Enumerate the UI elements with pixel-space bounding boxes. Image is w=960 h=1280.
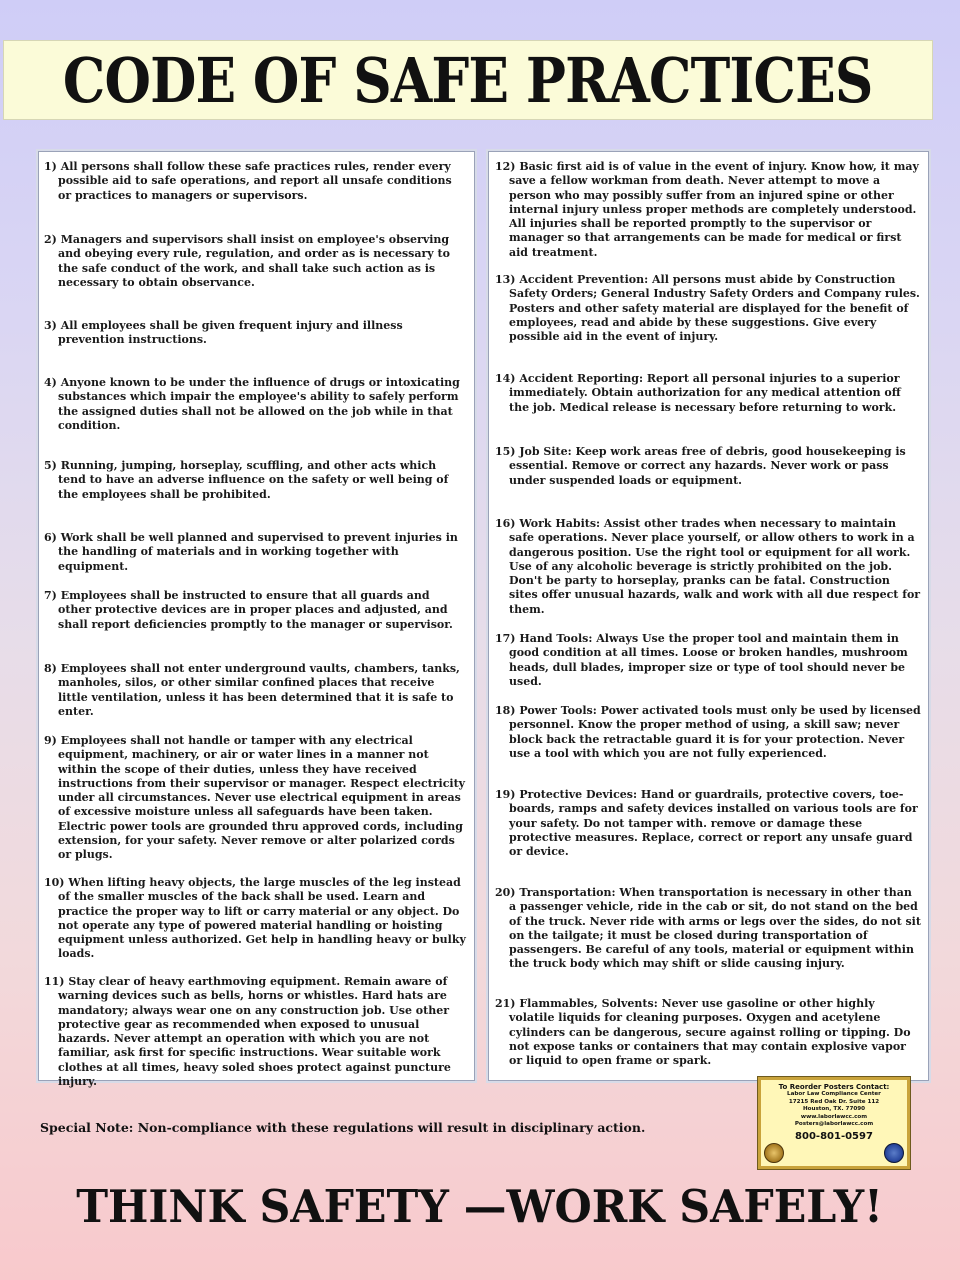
rule-item: 6) Work shall be well planned and supervised to prevent injuries in the handling of materials and in working together with equipment. <box>44 531 458 573</box>
rule-item: 4) Anyone known to be under the influence of drugs or intoxicating substances which impair the employee's ability to safely perform the assigned duties shall not be allowed on the job while in that condition. <box>44 376 460 432</box>
contact-phone: 800-801-0597 <box>795 1130 873 1142</box>
rule-item: 13) Accident Prevention: All persons must abide by Construction Safety Orders; General Industry Safety Orders and Company rules. Posters and other safety material are displayed for the benefit of employees, read and abide by these suggestions. Give every possible aid in the event of injury. <box>495 273 920 344</box>
rule-item: 21) Flammables, Solvents: Never use gasoline or other highly volatile liquids for cleaning purposes. Oxygen and acetylene cylinders can be dangerous, secure against rolling or tipping. Do not expose tanks or containers that may contain explosive vapor or liquid to open frame or spark. <box>495 997 911 1068</box>
contact-address: 17215 Red Oak Dr. Suite 112 <box>788 1098 880 1105</box>
reorder-contact-box <box>758 1077 910 1169</box>
rule-item: 19) Protective Devices: Hand or guardrails, protective covers, toe-boards, ramps and safety devices installed on various tools are for your safety. Do not tamper with. remove or damage these protective measures. Replace, correct or report any unsafe guard or device. <box>495 788 918 859</box>
slogan-text: THINK SAFETY —WORK SAFELY! <box>76 1180 884 1233</box>
rule-item: 14) Accident Reporting: Report all personal injuries to a superior immediately. Obtain authorization for any medical attention off the job. Medical release is necessary before returning to work. <box>495 372 901 414</box>
rule-item: 3) All employees shall be given frequent injury and illness prevention instructions. <box>44 319 403 347</box>
contact-website: www.laborlawcc.com <box>800 1113 868 1120</box>
page-title: CODE OF SAFE PRACTICES <box>63 43 873 117</box>
contact-heading: To Reorder Posters Contact: <box>778 1083 890 1091</box>
rules-column-right <box>488 151 929 1081</box>
rule-item: 8) Employees shall not enter underground vaults, chambers, tanks, manholes, silos, or other similar confined places that receive little ventilation, unless it has been determined that it is safe to enter. <box>44 662 460 718</box>
title-banner <box>3 40 933 120</box>
contact-city: Houston, TX. 77090 <box>802 1106 866 1113</box>
gold-seal-icon <box>764 1143 784 1163</box>
rule-item: 1) All persons shall follow these safe practices rules, render every possible aid to safe operations, and report all unsafe conditions or practices to managers or supervisors. <box>44 160 452 202</box>
rule-item: 12) Basic first aid is of value in the event of injury. Know how, it may save a fellow workman from death. Never attempt to move a person who may possibly suffer from an injured spine or other internal injury unless proper methods are completely understood. All injuries shall be reported promptly to the supervisor or manager so that arrangements can be made for medical or first aid treatment. <box>495 160 919 259</box>
rule-item: 10) When lifting heavy objects, the large muscles of the leg instead of the smaller muscles of the back shall be used. Learn and practice the proper way to lift or carry material or any object. Do not operate any type of powered material handling or hoisting equipment unless authorized. Get help in handling heavy or bulky loads. <box>44 876 466 961</box>
rule-item: 20) Transportation: When transportation is necessary in other than a passenger vehicle, ride in the cab or sit, do not stand on the bed of the truck. Never ride with arms or legs over the sides, do not sit on the tailgate; it must be closed during transportation of passengers. Be careful of any tools, material or equipment within the truck body which may shift or slide causing injury. <box>495 886 921 971</box>
rule-item: 9) Employees shall not handle or tamper with any electrical equipment, machinery, or air or water lines in a manner not within the scope of their duties, unless they have received instructions from their supervisor or manager. Respect electricity under all circumstances. Never use electrical equipment in areas of excessive moisture unless all safeguards have been taken. Electric power tools are grounded thru approved cords, including extension, for your safety. Never remove or alter polarized cords or plugs. <box>44 734 466 862</box>
blue-seal-icon <box>884 1143 904 1163</box>
rule-item: 16) Work Habits: Assist other trades when necessary to maintain safe operations. Never place yourself, or allow others to work in a dangerous position. Use the right tool or equipment for all work. Use of any alcoholic beverage is strictly prohibited on the job. Don't be party to horseplay, pranks can be fatal. Construction sites offer unusual hazards, walk and work with all due respect for them. <box>495 517 921 616</box>
contact-company: Labor Law Compliance Center <box>787 1091 881 1097</box>
rule-item: 2) Managers and supervisors shall insist on employee's observing and obeying every rule, regulation, and order as is necessary to the safe conduct of the work, and shall take such action as is necessary to obtain observance. <box>44 233 450 289</box>
rule-item: 18) Power Tools: Power activated tools must only be used by licensed personnel. Know the proper method of using, a skill saw; never block back the retractable guard it is for your protection. Never use a tool with which you are not fully experienced. <box>495 704 921 760</box>
rule-item: 7) Employees shall be instructed to ensure that all guards and other protective devices are in proper places and adjusted, and shall report deficiencies promptly to the manager or supervisor. <box>44 589 453 631</box>
slogan <box>0 1180 960 1233</box>
contact-email: Posters@laborlawcc.com <box>794 1121 874 1128</box>
rule-item: 5) Running, jumping, horseplay, scuffling, and other acts which tend to have an adverse influence on the safety or well being of the employees shall be prohibited. <box>44 459 449 501</box>
special-note: Special Note: Non-compliance with these regulations will result in disciplinary action. <box>40 1120 646 1135</box>
rules-column-left <box>38 151 475 1089</box>
rule-item: 11) Stay clear of heavy earthmoving equipment. Remain aware of warning devices such as bells, horns or whistles. Hard hats are mandatory; always wear one on any construction job. Use other protective gear as recommended when exposed to unusual hazards. Never attempt an operation with which you are not familiar, ask first for specific instructions. Wear suitable work clothes at all times, heavy soled shoes protect against puncture injury. <box>44 975 451 1089</box>
rule-item: 17) Hand Tools: Always Use the proper tool and maintain them in good condition at all times. Loose or broken handles, mushroom heads, dull blades, improper size or type of tool should never be used. <box>495 632 908 688</box>
rule-item: 15) Job Site: Keep work areas free of debris, good housekeeping is essential. Remove or correct any hazards. Never work or pass under suspended loads or equipment. <box>495 445 906 487</box>
